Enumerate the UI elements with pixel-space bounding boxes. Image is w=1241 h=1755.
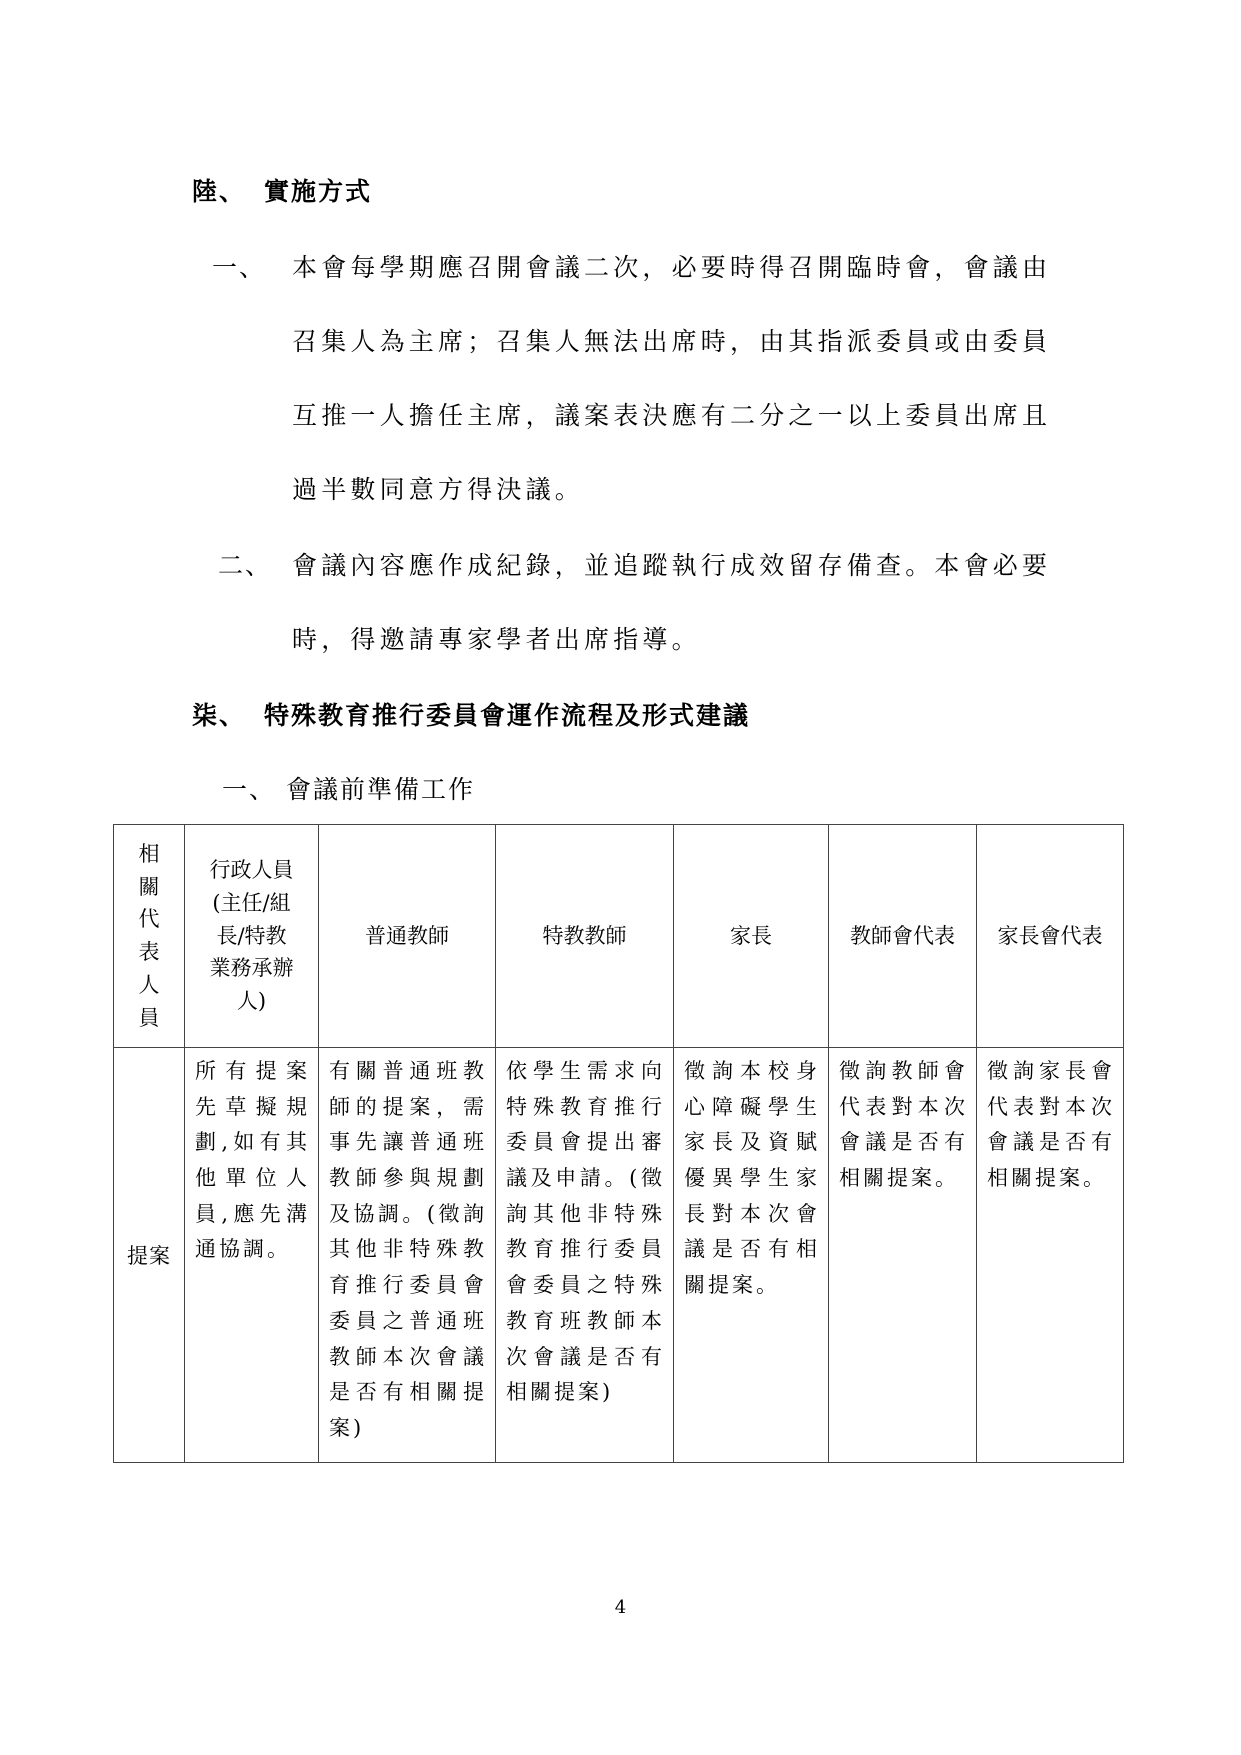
paragraph-line: 互推一人擔任主席，議案表決應有二分之一以上委員出席且 bbox=[292, 401, 1052, 430]
section-number: 柒、 bbox=[192, 701, 247, 730]
section-heading-6 bbox=[192, 172, 372, 208]
paragraph-line: 會議內容應作成紀錄，並追蹤執行成效留存備查。本會必要 bbox=[292, 551, 1052, 580]
table-corner-header bbox=[114, 825, 185, 1048]
corner-char: 相 bbox=[138, 841, 160, 866]
corner-char: 代 bbox=[138, 907, 160, 932]
corner-char: 員 bbox=[138, 1005, 160, 1030]
item-number: 二、 bbox=[218, 551, 273, 580]
cell-text: 徵詢本校身心障礙學生家長及資賦優異學生家長對本次會議是否有相關提案。 bbox=[684, 1059, 820, 1298]
table-row bbox=[114, 1048, 1124, 1463]
paragraph-line: 過半數同意方得決議。 bbox=[292, 475, 585, 504]
cell-text: 有關普通班教師的提案，需事先讓普通班教師參與規劃及協調。(徵詢其他非特殊教育推行委員會委員之普通班教師本次會議是否有相關提案) bbox=[329, 1059, 487, 1440]
paragraph-line: 本會每學期應召開會議二次，必要時得召開臨時會，會議由 bbox=[292, 253, 1052, 282]
section-title: 特殊教育推行委員會運作流程及形式建議 bbox=[264, 701, 751, 730]
page-number: 4 bbox=[614, 1597, 627, 1618]
column-header: 家長會代表 bbox=[977, 825, 1124, 1048]
table-cell bbox=[319, 1048, 496, 1463]
cell-text: 依學生需求向特殊教育推行委員會提出審議及申請。(徵詢其他非特殊教育推行委員會委員之特殊教育班教師本次會議是否有相關提案) bbox=[506, 1059, 665, 1405]
column-header: 家長 bbox=[674, 825, 829, 1048]
corner-char: 人 bbox=[138, 972, 160, 997]
table-cell bbox=[185, 1048, 319, 1463]
column-header: 普通教師 bbox=[319, 825, 496, 1048]
cell-text: 徵詢教師會代表對本次會議是否有相關提案。 bbox=[839, 1059, 968, 1191]
column-header: 行政人員 (主任/組 長/特教 業務承辦 人) bbox=[185, 825, 319, 1048]
table-cell bbox=[977, 1048, 1124, 1463]
table-header-row bbox=[114, 825, 1124, 1048]
column-header: 特教教師 bbox=[496, 825, 674, 1048]
section-number: 陸、 bbox=[192, 177, 247, 206]
corner-char: 表 bbox=[138, 940, 160, 964]
section-title: 實施方式 bbox=[264, 177, 373, 206]
paragraph-line: 召集人為主席；召集人無法出席時，由其指派委員或由委員 bbox=[292, 327, 1052, 356]
row-label: 提案 bbox=[114, 1048, 185, 1463]
item-number: 一、 bbox=[212, 253, 267, 282]
section-heading-7 bbox=[192, 696, 750, 732]
cell-text: 所有提案先草擬規劃,如有其他單位人員,應先溝通協調。 bbox=[195, 1059, 310, 1262]
table-cell bbox=[496, 1048, 674, 1463]
table-cell bbox=[674, 1048, 829, 1463]
table-cell bbox=[829, 1048, 977, 1463]
corner-char: 關 bbox=[138, 874, 160, 899]
column-header: 教師會代表 bbox=[829, 825, 977, 1048]
workflow-table bbox=[113, 824, 1124, 1463]
paragraph-line: 時，得邀請專家學者出席指導。 bbox=[292, 625, 701, 654]
cell-text: 徵詢家長會代表對本次會議是否有相關提案。 bbox=[987, 1059, 1115, 1191]
subsection-title: 一、 會議前準備工作 bbox=[222, 775, 475, 804]
